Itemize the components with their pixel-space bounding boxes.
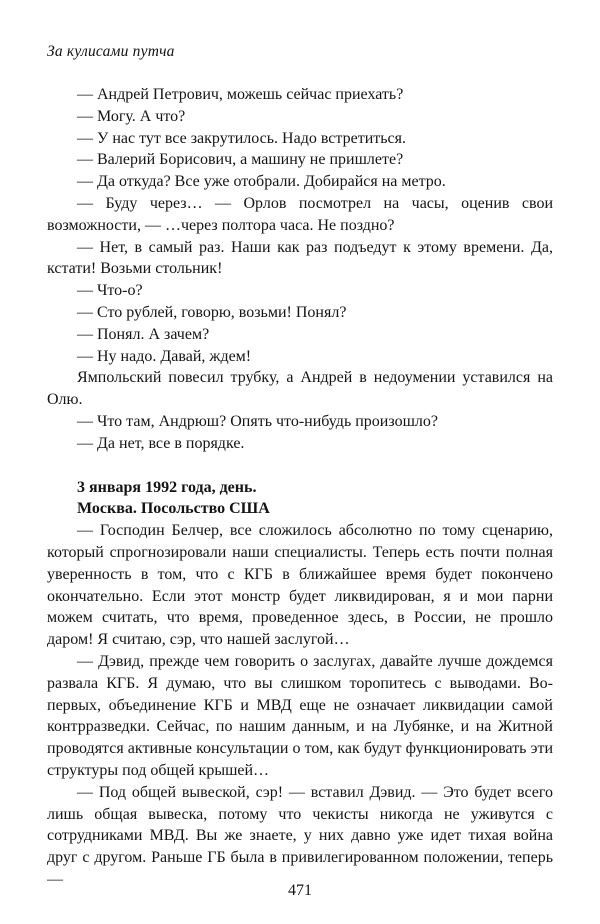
paragraph: — Что там, Андрюш? Опять что-нибудь произошло? xyxy=(77,412,438,430)
paragraph: — Господин Белчер, все сложилось абсолютно по тому сценарию, который спрогнозировали наши специалисты. Теперь есть почти полная уверенность в том, что с КГБ в ближайшее время будет покончено окончательно. Если этот монстр будет ликвидирован, я и мои парни можем считать, что время, проведенное здесь, в России, не прошло даром! Я считаю, сэр, что нашей заслугой… xyxy=(47,522,553,649)
paragraph: Ямпольский повесил трубку, а Андрей в недоумении уставился на Олю. xyxy=(47,369,553,409)
page-number: 471 xyxy=(288,882,312,899)
text-block xyxy=(47,84,553,891)
paragraph: — Ну надо. Давай, ждем! xyxy=(77,347,252,365)
paragraph: — Понял. А зачем? xyxy=(77,325,210,343)
paragraph: — Могу. А что? xyxy=(77,107,186,125)
paragraph: — Андрей Петрович, можешь сейчас приехать? xyxy=(77,86,404,103)
paragraph: — Нет, в самый раз. Наши как раз подъедут к этому времени. Да, кстати! Возьми стольник! xyxy=(47,238,553,278)
paragraph: — Дэвид, прежде чем говорить о заслугах, давайте лучше дождемся развала КГБ. Я думаю, что вы слишком торопитесь с выводами. Во-первых, объединение КГБ и МВД еще не означает ликвидации самой контрразведки. Сейчас, по нашим данным, и на Лубянке, и на Житной проводятся активные консультации о том, как будут функционировать эти структуры под общей крышей… xyxy=(47,652,553,779)
paragraph: — Да нет, все в порядке. xyxy=(77,434,245,452)
paragraph: — Да откуда? Все уже отобрали. Добирайся на метро. xyxy=(77,173,446,191)
section-heading xyxy=(47,477,553,521)
paragraph: — Что-о? xyxy=(77,282,143,300)
section-heading-line: 3 января 1992 года, день. xyxy=(77,478,257,496)
running-header: За кулисами путча xyxy=(47,43,175,60)
section-heading-line: Москва. Посольство США xyxy=(77,500,270,518)
paragraph: — Сто рублей, говорю, возьми! Понял? xyxy=(77,303,347,321)
paragraph: — Буду через… — Орлов посмотрел на часы, оценив свои возможности, — …через полтора часа. Не поздно? xyxy=(47,194,553,234)
paragraph: — Под общей вывеской, сэр! — вставил Дэвид. — Это будет всего лишь общая вывеска, потому что чекисты никогда не уживутся с сотрудниками МВД. Вы же знаете, у них давно уже идет тихая война друг с другом. Раньше ГБ была в привилегированном положении, теперь — xyxy=(47,783,553,888)
paragraph: — Валерий Борисович, а машину не пришлете? xyxy=(77,151,404,169)
paragraph: — У нас тут все закрутилось. Надо встретиться. xyxy=(77,129,406,147)
